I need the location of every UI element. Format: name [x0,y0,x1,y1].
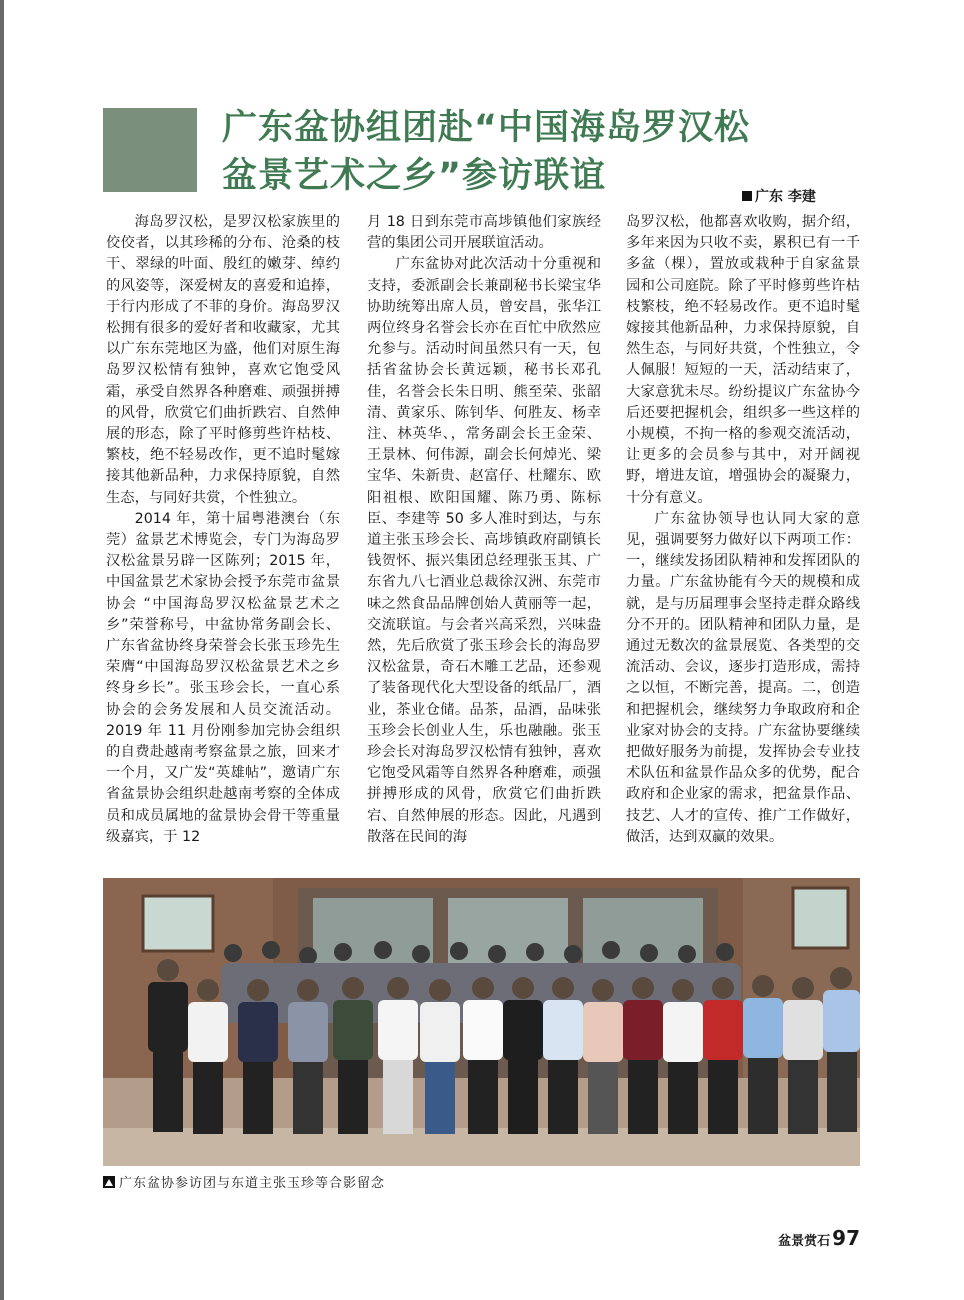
article-column-2 [367,212,601,848]
article-title-line-2: 盆景艺术之乡”参访联谊 [222,156,607,196]
article-title-line-1: 广东盆协组团赴“中国海岛罗汉松 [222,108,751,148]
photo-caption [103,1172,385,1191]
article-column-3 [626,212,860,848]
byline [742,186,816,206]
paragraph: 2014 年，第十届粤港澳台（东莞）盆景艺术博览会，专门为海岛罗汉松盆景另辟一区陈列；2015 年，中国盆景艺术家协会授予东莞市盆景协会 “中国海岛罗汉松盆景艺术之乡”荣誉称号，中盆协常务副会长、广东省盆协终身荣誉会长张玉珍先生荣膺“中国海岛罗汉松盆景艺术之乡终身乡长”。张玉珍会长，一直心系协会的会务发展和人员交流活动。2019 年 11 月份刚参加完协会组织的自费赴越南考察盆景之旅，回来才一个月，又广发“英雄帖”，邀请广东省盆景协会组织赴越南考察的全体成员和成员属地的盆景协会骨干等重量级嘉宾，于 12 [106,510,340,845]
magazine-name: 盆景赏石 [778,1234,831,1249]
paragraph: 月 18 日到东莞市高埗镇他们家族经营的集团公司开展联谊活动。 [367,214,601,252]
paragraph: 海岛罗汉松，是罗汉松家族里的佼佼者，以其珍稀的分布、沧桑的枝干、翠绿的叶面、殷红的嫩芽、绰约的风姿等，深爱树友的喜爱和追捧，于行内形成了不菲的身价。海岛罗汉松拥有很多的爱好者和收藏家，尤其以广东东莞地区为盛，他们对原生海岛罗汉松情有独钟，喜欢它饱受风霜，承受自然界各种磨难、顽强拼搏的风骨，欣赏它们曲折跌宕、自然伸展的形态，除了平时修剪些许枯枝、繁枝，绝不轻易改作，更不追时髦嫁接其他新品种，力求保持原貌，自然生态，与同好共赏，个性独立。 [106,214,340,506]
paragraph: 岛罗汉松，他都喜欢收购，据介绍，多年来因为只收不卖，累积已有一千多盆（棵），置放或栽种于自家盆景园和公司庭院。除了平时修剪些许枯枝繁枝，绝不轻易改作。更不追时髦嫁接其他新品种，力求保持原貌，自然生态，与同好共赏，个性独立，令人佩服！短短的一天，活动结束了，大家意犹未尽。纷纷提议广东盆协今后还要把握机会，组织多一些这样的小规模，不拘一格的参观交流活动，让更多的会员参与其中，对开阔视野，增进友谊，增强协会的凝聚力，十分有意义。 [626,214,860,506]
paragraph: 广东盆协领导也认同大家的意见，强调要努力做好以下两项工作：一，继续发扬团队精神和发挥团队的力量。广东盆协能有今天的规模和成就，是与历届理事会坚持走群众路线分不开的。团队精神和团队力量，是通过无数次的盆景展览、各类型的交流活动、会议，逐步打造形成，需持之以恒，不断完善，提高。二，创造和把握机会，继续努力争取政府和企业家对协会的支持。广东盆协要继续把做好服务为前提，发挥协会专业技术队伍和盆景作品众多的优势，配合政府和企业家的需求，把盆景作品、技艺、人才的宣传、推广工作做好，做活，达到双赢的效果。 [626,510,860,845]
caption-triangle-icon [103,1176,115,1188]
byline-square-icon [742,191,752,201]
page-footer [778,1226,860,1250]
title-decoration-block [103,108,197,192]
paragraph: 广东盆协对此次活动十分重视和支持，委派副会长兼副秘书长梁宝华协助统筹出席人员，曾安昌，张华江两位终身名誉会长亦在百忙中欣然应允参与。活动时间虽然只有一天，包括省盆协会长黄远颖，秘书长邓孔佳，名誉会长朱日明、熊至荣、张韶清、黄家乐、陈钊华、何胜友、杨幸注、林英华、，常务副会长王金荣、王景林、何伟源，副会长何焯光、梁宝华、朱新贵、赵富仔、杜耀东、欧阳祖根、欧阳国耀、陈乃勇、陈标臣、李建等 50 多人准时到达，与东道主张玉珍会长、高埗镇政府副镇长钱贺怀、振兴集团总经理张玉其、广东省九八七酒业总裁徐汉洲、东莞市味之然食品品牌创始人黄丽等一起，交流联谊。与会者兴高采烈，兴味盎然，先后欣赏了张玉珍会长的海岛罗汉松盆景，奇石木雕工艺品，还参观了装备现代化大型设备的纸品厂，酒业，茶业仓储。品茶，品酒，品味张玉珍会长创业人生，乐也融融。张玉珍会长对海岛罗汉松情有独钟，喜欢它饱受风霜等自然界各种磨难，顽强拼搏形成的风骨，欣赏它们曲折跌宕、自然伸展的形态。因此，凡遇到散落在民间的海 [367,256,601,845]
group-photo-illustration [103,878,860,1166]
group-photo [103,878,860,1166]
article-column-1 [106,212,340,848]
byline-text: 广东 李建 [755,189,816,205]
page-edge-shadow [0,0,4,1300]
page-number: 97 [832,1226,860,1250]
photo-caption-text: 广东盆协参访团与东道主张玉珍等合影留念 [119,1176,386,1191]
